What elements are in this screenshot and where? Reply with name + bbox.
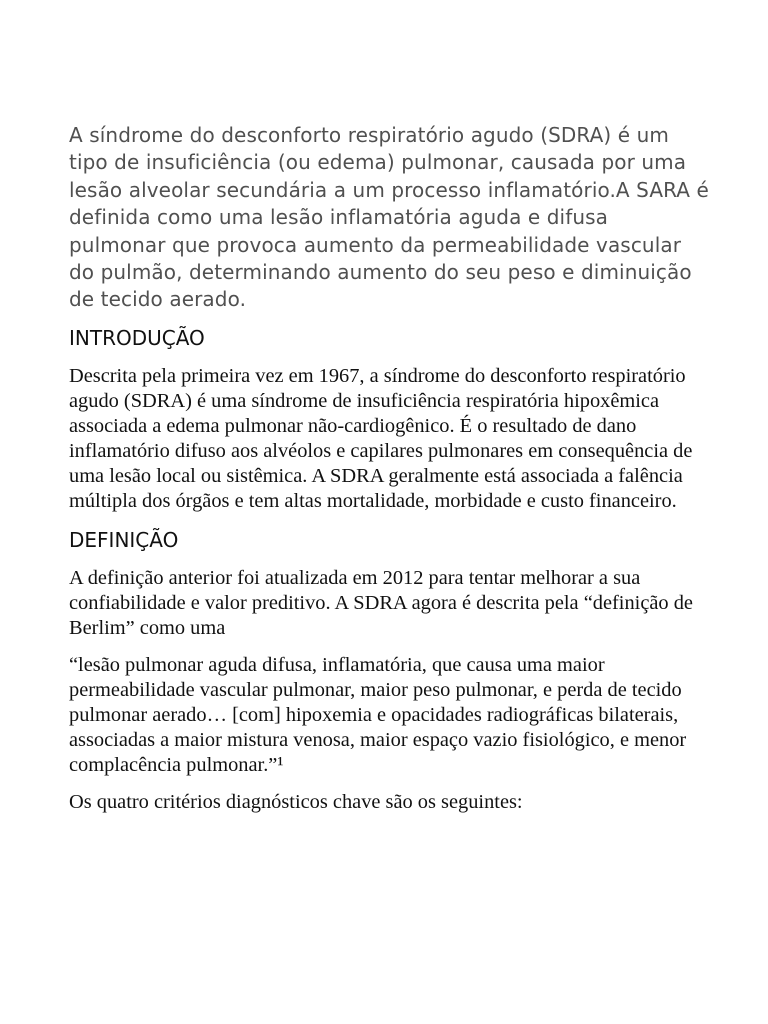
section-heading-definicao: DEFINIÇÃO (69, 527, 179, 552)
berlin-definition-quote: “lesão pulmonar aguda difusa, inflamatória, que causa uma maior permeabilidade vascular pulmonar, maior peso pulmonar, e perda de tecido pulmonar aerado… [com] hipoxemia e opacidades radiográficas bilaterais, associadas a maior mistura venosa, maior espaço vazio fisiológico, e menor complacência pulmonar.”¹ (69, 653, 687, 776)
introducao-paragraph: Descrita pela primeira vez em 1967, a síndrome do desconforto respiratório agudo (SDRA) é uma síndrome de insuficiência respiratória hipoxêmica associada a edema pulmonar não-cardiogênico. É o resultado de dano inflamatório difuso aos alvéolos e capilares pulmonares em consequência de uma lesão local ou sistêmica. A SDRA geralmente está associada a falência múltipla dos órgãos e tem altas mortalidade, morbidade e custo financeiro. (69, 364, 693, 512)
abstract-paragraph: A síndrome do desconforto respiratório agudo (SDRA) é um tipo de insuficiência (ou edema) pulmonar, causada por uma lesão alveolar secundária a um processo inflamatório.A SARA é definida como uma lesão inflamatória aguda e difusa pulmonar que provoca aumento da permeabilidade vascular do pulmão, determinando aumento do seu peso e diminuição de tecido aerado. (69, 123, 709, 312)
section-heading-introducao: INTRODUÇÃO (69, 325, 205, 350)
criteria-intro-paragraph: Os quatro critérios diagnósticos chave são os seguintes: (69, 790, 523, 813)
definicao-paragraph: A definição anterior foi atualizada em 2012 para tentar melhorar a sua confiabilidade e valor preditivo. A SDRA agora é descrita pela “definição de Berlim” como uma (69, 566, 693, 639)
document-page (69, 122, 709, 827)
